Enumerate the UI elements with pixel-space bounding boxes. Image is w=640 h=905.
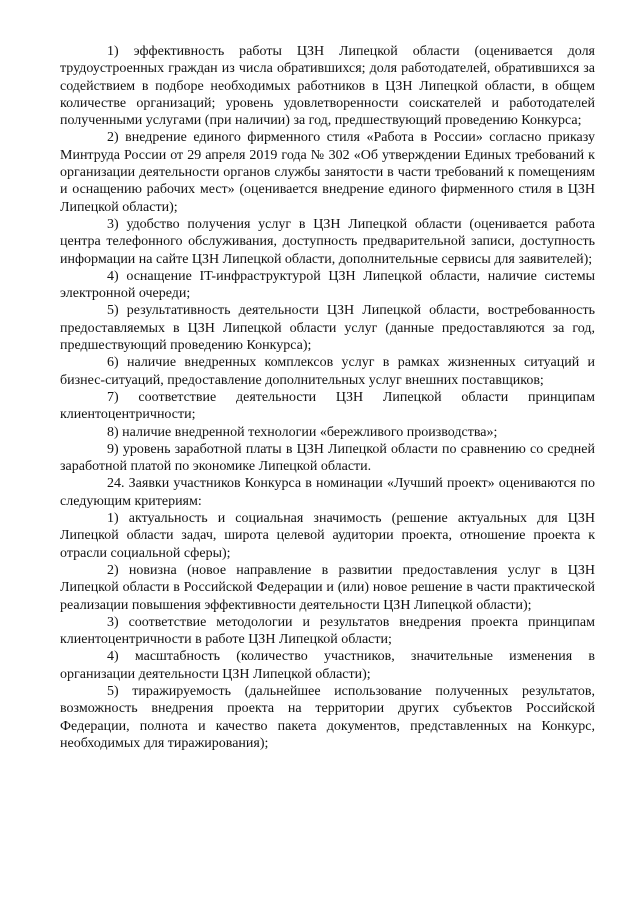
criterion-paragraph: 4) масштабность (количество участников, значительные изменения в организации деятельности ЦЗН Липецкой области); [60,649,595,682]
criterion-paragraph: 2) внедрение единого фирменного стиля «Работа в России» согласно приказу Минтруда России от 29 апреля 2019 года № 302 «Об утверждении Единых требований к организации деятельности органов службы занятости в части требований к помещениям и оснащению рабочих мест» (оценивается внедрение единого фирменного стиля в ЦЗН Липецкой области); [60,130,595,215]
criterion-paragraph: 2) новизна (новое направление в развитии предоставления услуг в ЦЗН Липецкой области в Российской Федерации и (или) новое решение в части практической реализации повышения эффективности деятельности ЦЗН Липецкой области); [60,562,595,613]
criterion-paragraph: 1) эффективность работы ЦЗН Липецкой области (оценивается доля трудоустроенных граждан из числа обратившихся; доля работодателей, обратившихся за содействием в подборе необходимых работников в ЦЗН Липецкой области, в общем количестве организаций; уровень удовлетворенности соискателей и работодателей полученными услугами (при наличии) за год, предшествующий проведению Конкурса; [60,44,595,129]
criterion-paragraph: 8) наличие внедренной технологии «бережливого производства»; [107,424,498,440]
criterion-paragraph: 7) соответствие деятельности ЦЗН Липецкой области принципам клиентоцентричности; [60,389,595,423]
section-paragraph: 24. Заявки участников Конкурса в номинации «Лучший проект» оцениваются по следующим критериям: [60,476,595,509]
criterion-paragraph: 5) тиражируемость (дальнейшее использование полученных результатов, возможность внедрения проекта на территории других субъектов Российской Федерации, полнота и качество пакета документов, представленных на Конкурс, необходимых для тиражирования); [60,683,595,751]
document-body [60,43,595,752]
criterion-paragraph: 3) соответствие методологии и результатов внедрения проекта принципам клиентоцентричности в работе ЦЗН Липецкой области; [60,614,595,648]
criterion-paragraph: 5) результативность деятельности ЦЗН Липецкой области, востребованность предоставляемых в ЦЗН Липецкой области услуг (данные предоставляются за год, предшествующий проведению Конкурса); [60,303,595,354]
criterion-paragraph: 6) наличие внедренных комплексов услуг в рамках жизненных ситуаций и бизнес-ситуаций, предоставление дополнительных услуг внешних поставщиков; [60,355,595,388]
criterion-paragraph: 1) актуальность и социальная значимость (решение актуальных для ЦЗН Липецкой области задач, широта целевой аудитории проекта, отношение проекта к отрасли социальной сферы); [60,511,595,561]
criterion-paragraph: 9) уровень заработной платы в ЦЗН Липецкой области по сравнению со средней заработной платой по экономике Липецкой области. [60,441,595,475]
criterion-paragraph: 3) удобство получения услуг в ЦЗН Липецкой области (оценивается работа центра телефонного обслуживания, доступность предварительной записи, доступность информации на сайте ЦЗН Липецкой области, дополнительные сервисы для заявителей); [60,216,595,267]
criterion-paragraph: 4) оснащение IT-инфраструктурой ЦЗН Липецкой области, наличие системы электронной очереди; [60,268,595,302]
